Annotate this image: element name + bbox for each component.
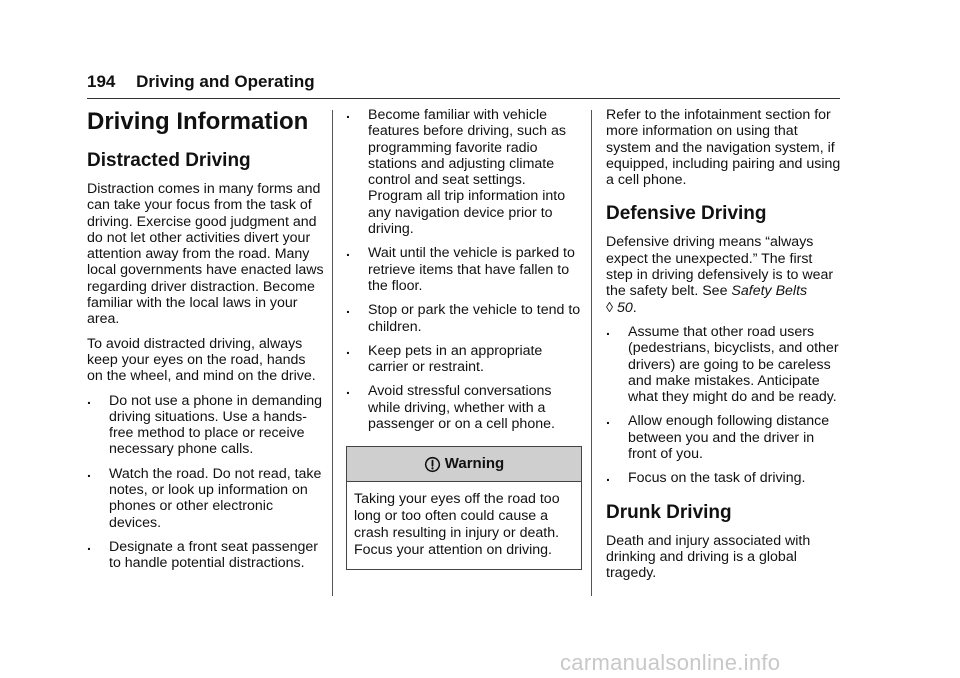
main-title: Driving Information xyxy=(87,108,309,135)
column-3 xyxy=(606,107,842,590)
bullet-icon: . xyxy=(346,106,350,122)
bullet-icon: . xyxy=(606,412,610,429)
warning-header xyxy=(347,447,581,482)
avoid-distraction-paragraph: To avoid distracted driving, always keep your eyes on the road, hands on the wheel, and mind on the drive. xyxy=(87,335,316,385)
column-divider-1 xyxy=(332,110,333,596)
list-item: . Assume that other road users (pedestrians, bicyclists, and other drivers) are going to be careless and make mistakes. Anticipate what they might do and be ready. xyxy=(606,322,839,406)
list-item: . Watch the road. Do not read, take notes, or look up information on phones or other electronic devices. xyxy=(87,464,322,531)
page-header xyxy=(87,72,315,92)
tips-bullet-list xyxy=(346,107,582,432)
column-2 xyxy=(346,107,582,570)
watermark: carmanualsonline.info xyxy=(560,650,781,675)
defensive-bullet-list xyxy=(606,324,842,487)
page-ref-icon: ◊ xyxy=(606,299,617,316)
list-item: . Keep pets in an appropriate carrier or restraint. xyxy=(346,341,543,376)
page-number: 194 xyxy=(87,72,116,91)
bullet-icon: . xyxy=(346,382,350,399)
section-title: Driving and Operating xyxy=(136,72,315,91)
list-item: . Allow enough following distance between you and the driver in front of you. xyxy=(606,412,830,463)
distraction-bullet-list xyxy=(87,393,325,572)
distraction-paragraph: Distraction comes in many forms and can take your focus from the task of driving. Exercise good judgment and do not let other activities divert your attention away from the road. Many local governments have enacted laws regarding driver distraction. Become familiar with the local laws in your area. xyxy=(87,181,324,328)
bullet-icon: . xyxy=(87,391,91,408)
warning-box xyxy=(346,446,582,570)
bullet-icon: . xyxy=(346,341,350,358)
drunk-driving-paragraph: Death and injury associated with drinking and driving is a global tragedy. xyxy=(606,532,811,582)
bullet-icon: . xyxy=(87,537,91,554)
distracted-driving-title: Distracted Driving xyxy=(87,150,251,171)
defensive-driving-title: Defensive Driving xyxy=(606,203,767,225)
drunk-driving-title: Drunk Driving xyxy=(606,501,732,523)
safety-belts-link[interactable]: Safety Belts xyxy=(731,283,808,300)
list-item: . Stop or park the vehicle to tend to children. xyxy=(346,301,581,335)
page-ref-number[interactable]: 50 xyxy=(616,299,633,316)
header-rule xyxy=(87,98,840,99)
bullet-icon: . xyxy=(87,464,91,481)
list-item: . Do not use a phone in demanding driving situations. Use a hands-free method to place or receive necessary phone calls. xyxy=(87,391,322,458)
bullet-icon: . xyxy=(346,244,350,261)
column-1 xyxy=(87,107,325,580)
list-item: . Wait until the vehicle is parked to retrieve items that have fallen to the floor. xyxy=(346,244,575,294)
warning-title: Warning xyxy=(444,455,505,473)
infotainment-paragraph: Refer to the infotainment section for more information on using that system and the navigation system, if equipped, including pairing and using a cell phone. xyxy=(606,107,841,189)
warning-text: Taking your eyes off the road too long or too often could cause a crash resulting in injury or death. Focus your attention on driving. xyxy=(354,491,560,559)
list-item: . Designate a front seat passenger to handle potential distractions. xyxy=(87,537,319,572)
bullet-icon: . xyxy=(606,469,610,486)
warning-icon xyxy=(424,456,441,473)
list-item: . Focus on the task of driving. xyxy=(606,469,806,487)
bullet-icon: . xyxy=(606,322,610,339)
list-item: . Become familiar with vehicle features before driving, such as programming favorite radio stations and adjusting climate control and seat settings. Program all trip information into any navigation device prior to driving. xyxy=(346,106,566,238)
column-divider-2 xyxy=(591,110,592,596)
list-item: . Avoid stressful conversations while driving, whether with a passenger or on a cell phone. xyxy=(346,382,555,433)
bullet-icon: . xyxy=(346,301,350,318)
defensive-paragraph: Defensive driving means “always expect the unexpected.” The first step in driving defensively is to wear the safety belt. See Safety Belts ◊ 50. xyxy=(606,234,834,316)
